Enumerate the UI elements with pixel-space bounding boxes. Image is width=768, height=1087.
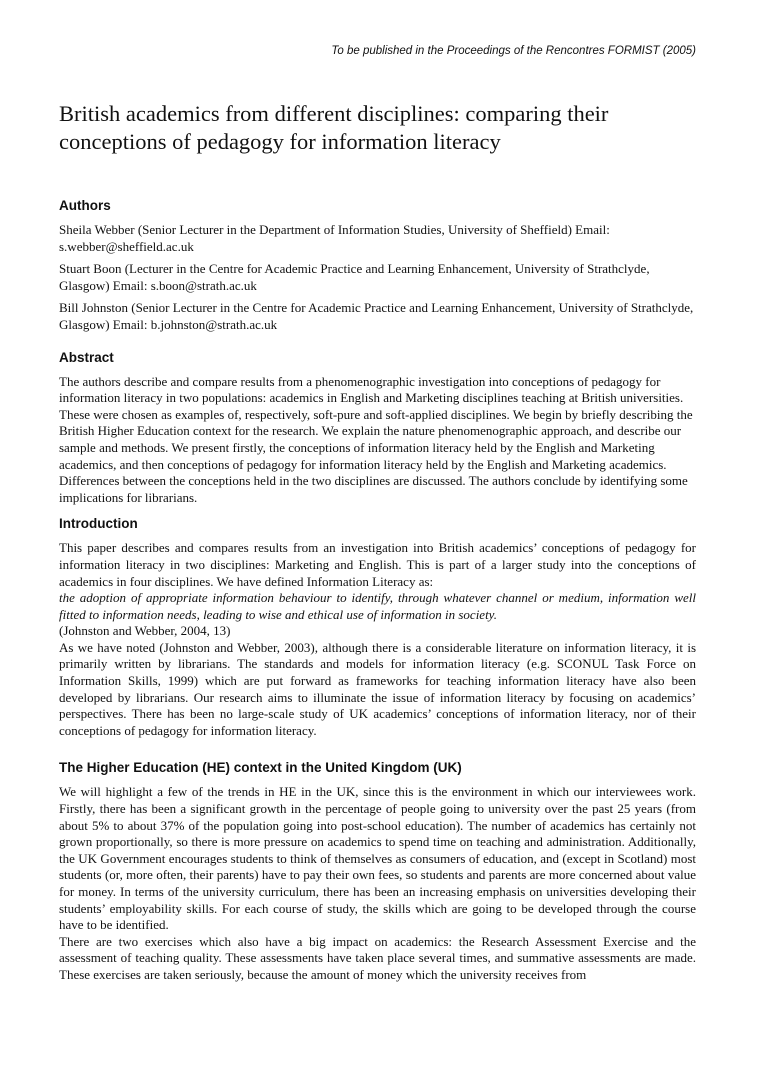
- abstract-text: The authors describe and compare results from a phenomenographic investigation into conceptions of pedagogy for information literacy in two populations: academics in English and Marketing disciplines teaching at British universities. These were chosen as examples of, respectively, soft-pure and soft-applied disciplines. We begin by briefly describing the British Higher Education context for the research. We explain the nature phenomenographic approach, and describe our sample and methods. We present firstly, the conceptions of information literacy held by the English and Marketing academics, and then conceptions of pedagogy for information literacy held by the English and Marketing academics. Differences between the conceptions held in the two disciplines are discussed. The authors conclude by identifying some implications for librarians.: [59, 373, 693, 505]
- quote-citation: (Johnston and Webber, 2004, 13): [59, 623, 231, 639]
- authors-heading: Authors: [59, 198, 111, 213]
- title-line: conceptions of pedagogy for information literacy: [59, 129, 501, 154]
- author-entry: Bill Johnston (Senior Lecturer in the Centre for Academic Practice and Learning Enhancement, University of Strathclyde, Glasgow) Email: b.johnston@strath.ac.uk: [59, 300, 694, 332]
- paper-body: [59, 198, 696, 984]
- he-paragraph: There are two exercises which also have a big impact on academics: the Research Assessment Exercise and the assessment of teaching quality. These assessments have taken place several times, and summative assessments are made. These exercises are taken seriously, because the amount of money which the university receives from: [59, 933, 696, 982]
- running-header: To be published in the Proceedings of the Rencontres FORMIST (2005): [331, 45, 696, 57]
- he-context-heading: The Higher Education (HE) context in the United Kingdom (UK): [59, 760, 462, 776]
- he-paragraph: We will highlight a few of the trends in HE in the UK, since this is the environment in which our interviewees work. Firstly, there has been a significant growth in the percentage of people going to university over the past 25 years (from about 5% to about 37% of the population going into post-school education). The number of academics has certainly not grown proportionally, so there is more pressure on academics to spend time on teaching and administration. Additionally, the UK Government encourages students to think of themselves as consumers of education, and (except in Scotland) most students (or, more often, their parents) have to pay their own fees, so students and parents are more concerned about value for money. In terms of the university curriculum, there has been an increasing emphasis on universities developing their students’ employability skills. For each course of study, the skills which are going to be developed through the course have to be identified.: [59, 784, 696, 933]
- paper-title: [59, 100, 699, 156]
- intro-paragraph: As we have noted (Johnston and Webber, 2003), although there is a considerable literature on information literacy, it is primarily written by librarians. The standards and models for information literacy (e.g. SCONUL Task Force on Information Skills, 1999) which are put forward as frameworks for teaching information literacy have also been developed by librarians. Our research aims to illuminate the issue of information literacy by focusing on academics’ perspectives. There has been no large-scale study of UK academics’ conceptions of information literacy, nor of their conceptions of pedagogy for information literacy.: [59, 639, 696, 738]
- introduction-heading: Introduction: [59, 516, 138, 532]
- author-entry: Sheila Webber (Senior Lecturer in the Department of Information Studies, University of Sheffield) Email: s.webber@sheffield.ac.uk: [59, 222, 610, 254]
- abstract-heading: Abstract: [59, 349, 114, 365]
- author-entry: Stuart Boon (Lecturer in the Centre for Academic Practice and Learning Enhancement, University of Strathclyde, Glasgow) Email: s.boon@strath.ac.uk: [59, 261, 650, 293]
- title-line: British academics from different disciplines: comparing their: [59, 101, 609, 126]
- definition-quote: the adoption of appropriate information behaviour to identify, through whatever channel or medium, information well fitted to information needs, leading to wise and ethical use of information in society.: [59, 590, 696, 622]
- intro-paragraph: This paper describes and compares results from an investigation into British academics’ conceptions of pedagogy for information literacy in two disciplines: Marketing and English. This is part of a larger study into the conceptions of academics in four disciplines. We have defined Information Literacy as:: [59, 540, 696, 589]
